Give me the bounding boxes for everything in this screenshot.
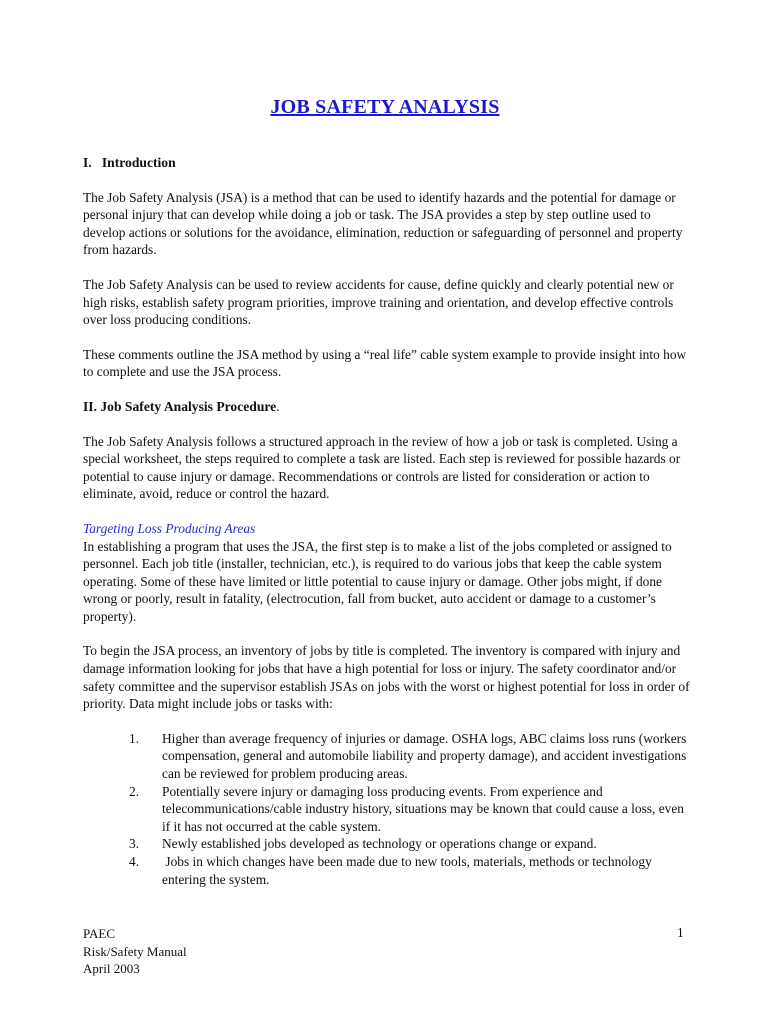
- targeting-paragraph-1: In establishing a program that uses the JSA, the first step is to make a list of the jobs completed or assigned to personnel. Each job title (installer, technician, etc.), is required to do various jobs that keep the cable system operating. Some of these have limited or little potential to cause injury or damage. Other jobs might, if done wrong or poorly, result in fatality, (electrocution, fall from bucket, auto accident or damage to a customer’s property).: [83, 538, 672, 624]
- document-body: [83, 154, 693, 888]
- footer-date: April 2003: [83, 961, 140, 976]
- footer-manual-name: Risk/Safety Manual: [83, 943, 187, 959]
- intro-paragraph-1: The Job Safety Analysis (JSA) is a method that can be used to identify hazards and the potential for damage or personal injury that can develop while doing a job or task. The JSA provides a step by step outline used to develop actions or solutions for the avoidance, elimination, reduction or safeguarding of personnel and property from hazards.: [83, 189, 683, 258]
- list-item-text: Newly established jobs developed as technology or operations change or expand.: [162, 836, 597, 852]
- list-item: [83, 783, 693, 836]
- list-item: [83, 730, 693, 783]
- page-footer: [83, 925, 187, 978]
- list-item-text: Potentially severe injury or damaging loss producing events. From experience and telecommunications/cable industry history, situations may be known that could cause a loss, even if it has not occurred at the cable system.: [162, 783, 684, 834]
- procedure-paragraph: The Job Safety Analysis follows a structured approach in the review of how a job or task is completed. Using a special worksheet, the steps required to complete a task are listed. Each step is reviewed for possible hazards or potential to cause injury or damage. Recommendations or controls are listed for consideration or action to eliminate, avoid, reduce or control the hazard.: [83, 433, 681, 502]
- document-title: JOB SAFETY ANALYSIS: [270, 96, 500, 118]
- footer-organization: PAEC: [83, 926, 116, 941]
- list-item: [83, 835, 693, 853]
- list-item-text: Higher than average frequency of injuries or damage. OSHA logs, ABC claims loss runs (workers compensation, general and automobile liability and property damage), and accident investigations can be reviewed for problem producing areas.: [162, 730, 687, 782]
- page-number: 1: [677, 925, 684, 940]
- list-item-number: 3.: [129, 836, 140, 852]
- procedure-heading-text: II. Job Safety Analysis Procedure: [83, 398, 277, 414]
- intro-paragraph-3: These comments outline the JSA method by using a “real life” cable system example to provide insight into how to complete and use the JSA process.: [83, 346, 687, 380]
- section-introduction-heading: I. Introduction: [83, 155, 176, 170]
- list-item-number: 1.: [129, 730, 140, 746]
- list-item: [83, 853, 693, 888]
- list-item-number: 4.: [129, 854, 140, 869]
- intro-paragraph-2: The Job Safety Analysis can be used to review accidents for cause, define quickly and clearly potential new or high risks, establish safety program priorities, improve training and orientation, and develop effective controls over loss producing conditions.: [83, 276, 674, 328]
- list-item-text: Jobs in which changes have been made due to new tools, materials, methods or technology entering the system.: [162, 854, 656, 887]
- list-item-number: 2.: [129, 783, 140, 799]
- targeting-subheading: Targeting Loss Producing Areas: [83, 520, 256, 536]
- criteria-list: [83, 730, 693, 888]
- section-procedure-heading: [83, 398, 693, 416]
- targeting-paragraph-2: To begin the JSA process, an inventory of jobs by title is completed. The inventory is compared with injury and damage information looking for jobs that have a high potential for loss or injury. The safety coordinator and/or safety committee and the supervisor establish JSAs on jobs with the worst or highest potential for loss in order of priority. Data might include jobs or tasks with:: [83, 643, 690, 712]
- procedure-heading-suffix: .: [276, 398, 280, 414]
